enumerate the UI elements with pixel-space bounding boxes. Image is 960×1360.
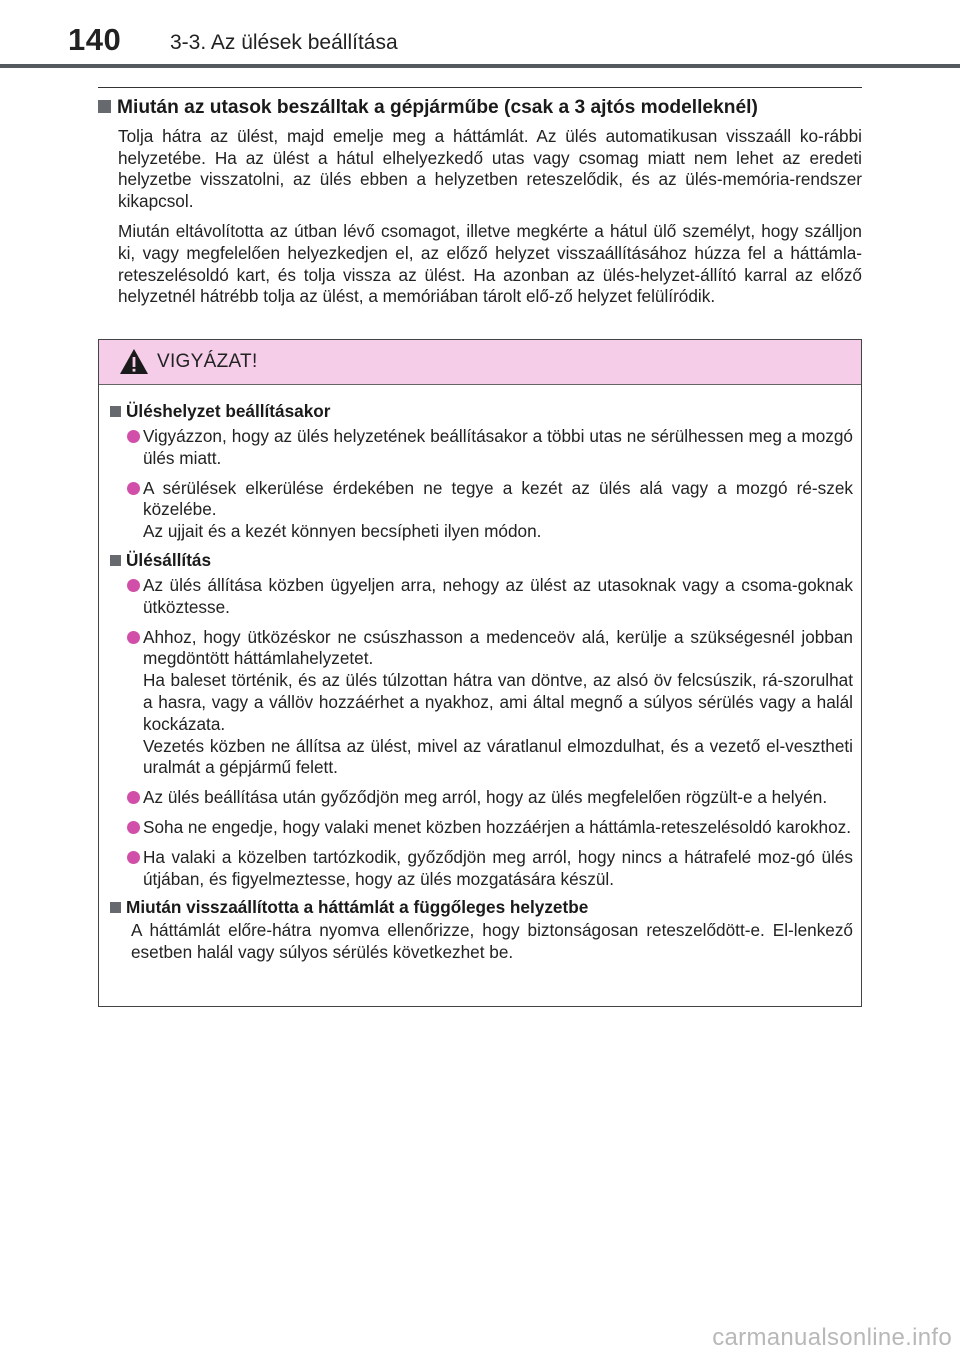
warning-triangle-icon xyxy=(119,348,149,375)
warning-item-text: Az ülés állítása közben ügyeljen arra, nehogy az ülést az utasoknak vagy a csoma-goknak ütköztesse. xyxy=(143,574,853,617)
warning-item-text: Soha ne engedje, hogy valaki menet közben hozzáérjen a háttámla-reteszelésoldó karokhoz. xyxy=(143,816,851,837)
warning-title: VIGYÁZAT! xyxy=(157,351,258,372)
warning-item-text: Az ülés beállítása után győződjön meg arról, hogy az ülés megfelelően rögzült-e a helyén. xyxy=(143,787,828,808)
square-bullet-icon xyxy=(98,100,111,113)
warning-item-text: A sérülések elkerülése érdekében ne tegye a kezét az ülés alá vagy a mozgó ré-szek közelébe. xyxy=(143,477,853,520)
warning-plain-text: A háttámlát előre-hátra nyomva ellenőrizze, hogy biztonságosan reteszelődött-e. El-lenkező esetben halál vagy súlyos sérülés következhet be. xyxy=(131,920,853,963)
round-bullet-icon xyxy=(127,430,140,443)
square-bullet-icon xyxy=(110,902,121,913)
warning-item-text: Vigyázzon, hogy az ülés helyzetének beállításakor a többi utas ne sérülhessen meg a mozgó ülés miatt. xyxy=(143,426,853,468)
warning-item xyxy=(110,817,853,839)
section xyxy=(98,96,862,308)
warning-header xyxy=(99,340,861,385)
warning-group-heading xyxy=(110,896,853,918)
warning-group-heading-text: Ülésállítás xyxy=(126,549,212,570)
warning-item xyxy=(110,847,853,891)
warning-item-continuation: Ha baleset történik, és az ülés túlzottan hátra van döntve, az alsó öv felcsúszik, rá-szorulhat a hasra, vagy a vállöv hozzáérhet a nyakhoz, ami által megnő a súlyos sérülés vagy a halál kockázata. xyxy=(143,670,853,734)
warning-item xyxy=(110,787,853,809)
warning-group-heading-text: Miután visszaállította a háttámlát a függőleges helyzetbe xyxy=(126,897,589,918)
warning-item-continuation: Az ujjait és a kezét könnyen becsípheti ilyen módon. xyxy=(143,521,542,542)
section-rule xyxy=(98,87,862,88)
section-paragraph: Tolja hátra az ülést, majd emelje meg a háttámlát. Az ülés automatikusan visszaáll ko-rábbi helyzetébe. Ha az ülést a hátul elhelyezkedő utas vagy csomag miatt nem lehet az eredeti helyzetbe visszatolni, az ülés ebben a helyzetben reteszelődik, és az ülés-memória-rendszer kikapcsol. xyxy=(118,126,862,211)
warning-item xyxy=(110,627,853,780)
warning-group-heading-text: Üléshelyzet beállításakor xyxy=(126,401,331,421)
warning-item-text: Ha valaki a közelben tartózkodik, győződjön meg arról, hogy nincs a hátrafelé moz-gó ülés útjában, és figyelmeztesse, hogy az ülés mozgatására készül. xyxy=(143,846,853,889)
round-bullet-icon xyxy=(127,631,140,644)
warning-item xyxy=(110,575,853,619)
warning-body xyxy=(99,385,861,964)
warning-item xyxy=(110,426,853,470)
round-bullet-icon xyxy=(127,482,140,495)
page-number: 140 xyxy=(68,22,122,57)
round-bullet-icon xyxy=(127,579,140,592)
watermark: carmanualsonline.info xyxy=(712,1324,952,1351)
warning-item-continuation: Vezetés közben ne állítsa az ülést, mivel az váratlanul elmozdulhat, és a vezető el-vesztheti uralmát a gépjármű felett. xyxy=(143,735,853,778)
square-bullet-icon xyxy=(110,555,121,566)
warning-item-text: Ahhoz, hogy ütközéskor ne csúszhasson a medenceöv alá, kerülje a szükségesnél jobban megdöntött háttámlahelyzetet. xyxy=(143,626,853,669)
warning-item xyxy=(110,478,853,543)
square-bullet-icon xyxy=(110,406,121,417)
warning-group-heading xyxy=(110,549,853,571)
section-heading-text: Miután az utasok beszálltak a gépjárműbe (csak a 3 ajtós modelleknél) xyxy=(117,97,758,118)
section-heading xyxy=(98,96,862,120)
round-bullet-icon xyxy=(127,791,140,804)
header-rule xyxy=(0,64,960,68)
warning-box xyxy=(98,339,862,1007)
round-bullet-icon xyxy=(127,821,140,834)
chapter-title: 3-3. Az ülések beállítása xyxy=(170,31,398,54)
warning-group-heading xyxy=(110,400,853,422)
section-paragraph: Miután eltávolította az útban lévő csomagot, illetve megkérte a hátul ülő személyt, hogy szálljon ki, vagy megfelelően helyezkedjen el, az előző helyzet visszaállításához húzza fel a háttámla-reteszelésoldó kart, és tolja vissza az ülést. Ha azonban az ülés-helyzet-állító karral az előző helyzetnél hátrébb tolja az ülést, a memóriában tárolt elő-ző helyzet felülíródik. xyxy=(118,221,862,307)
round-bullet-icon xyxy=(127,851,140,864)
